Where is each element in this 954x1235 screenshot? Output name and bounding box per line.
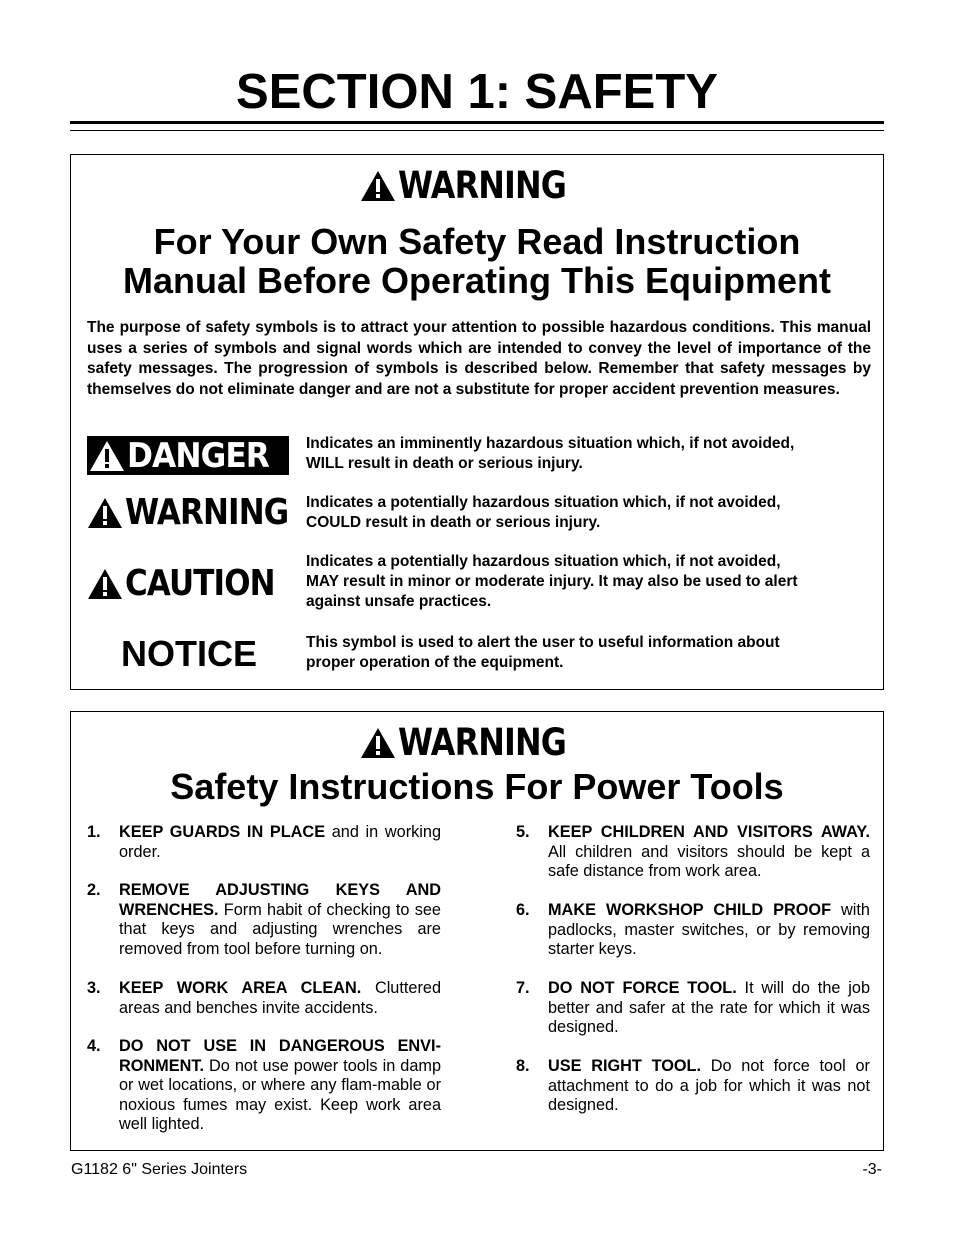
item-text: Cluttered areas and benches invite accidents. — [119, 979, 442, 1017]
notice-word: NOTICE — [120, 633, 257, 674]
box1-intro: The purpose of safety symbols is to attract your attention to possible hazardous conditions. This manual uses a series of symbols and signal words which are intended to convey the level of importance of the safety messages. The progression of symbols is described below. Remember that safety messages by themselves do not eliminate danger and are not a substitute for proper accident prevention measures. — [87, 319, 871, 398]
danger-signal — [87, 436, 289, 475]
danger-word: DANGER — [127, 435, 269, 476]
item-number: 7. — [516, 979, 530, 997]
item-lead: DO NOT FORCE TOOL. — [548, 979, 737, 997]
item-body — [548, 823, 870, 882]
item-number: 2. — [87, 881, 101, 899]
safety-instructions-list — [87, 823, 871, 1143]
footer-model: G1182 6" Series Jointers — [71, 1161, 248, 1178]
warning-level-word: WARNING — [125, 492, 289, 533]
item-text: and in working order. — [119, 823, 441, 861]
caution-word: CAUTION — [125, 563, 275, 604]
caution-description — [306, 552, 876, 612]
item-body — [119, 979, 441, 1018]
caution-desc-line1: Indicates a potentially hazardous situation which, if not avoided, — [306, 553, 781, 570]
item-number: 1. — [87, 823, 101, 841]
item-text: Do not force tool or attachment to do a job for which it was not designed. — [548, 1057, 870, 1115]
notice-desc-line1: This symbol is used to alert the user to useful information about — [306, 634, 780, 651]
warning-triangle-icon — [360, 170, 396, 202]
warning-signal — [360, 721, 593, 764]
item-text: It will do the job better and safer at the rate for which it was designed. — [548, 979, 870, 1037]
box2-heading: Safety Instructions For Power Tools — [170, 766, 784, 807]
item-number: 3. — [87, 979, 101, 997]
box1-heading-line1: For Your Own Safety Read Instruction — [153, 221, 801, 262]
warning-desc-line2: COULD result in death or serious injury. — [306, 514, 601, 531]
title-rule-thin — [70, 130, 884, 131]
footer-page-number: -3- — [862, 1161, 882, 1178]
box1-warning-header — [71, 164, 883, 207]
caution-signal — [87, 563, 299, 604]
item-body — [548, 901, 870, 960]
item-text: Do not use power tools in damp or wet locations, or where any flam-mable or noxious fumes may exist. Keep work area well lighted. — [119, 1056, 441, 1134]
item-lead: USE RIGHT TOOL. — [548, 1057, 702, 1075]
warning-word: WARNING — [398, 164, 567, 207]
warning-triangle-icon — [360, 727, 396, 759]
warning-desc-line1: Indicates a potentially hazardous situation which, if not avoided, — [306, 494, 781, 511]
warning-signal — [360, 164, 593, 207]
item-number: 4. — [87, 1037, 101, 1055]
item-lead: REMOVE ADJUSTING KEYS AND WRENCHES. — [119, 881, 441, 919]
item-body — [119, 823, 441, 862]
item-body — [119, 1037, 441, 1135]
danger-triangle-icon — [89, 440, 125, 472]
warning-triangle-icon — [87, 497, 123, 529]
item-lead: KEEP WORK AREA CLEAN. — [119, 979, 362, 997]
item-lead: MAKE WORKSHOP CHILD PROOF — [548, 901, 832, 919]
caution-desc-line3: against unsafe practices. — [306, 593, 492, 610]
item-lead: KEEP CHILDREN AND VISITORS AWAY. — [548, 823, 870, 841]
warning-word: WARNING — [398, 721, 567, 764]
caution-label — [87, 563, 291, 605]
box1-heading-line2: Manual Before Operating This Equipment — [122, 260, 832, 301]
warning-label — [87, 492, 291, 534]
danger-description — [306, 434, 876, 474]
notice-desc-line2: proper operation of the equipment. — [306, 654, 564, 671]
item-lead: DO NOT USE IN DANGEROUS ENVI-RONMENT. — [119, 1037, 441, 1075]
page-title: SECTION 1: SAFETY — [236, 65, 718, 119]
caution-desc-line2: MAY result in minor or moderate injury. It may also be used to alert — [306, 573, 798, 590]
danger-desc-line2: WILL result in death or serious injury. — [306, 455, 583, 472]
item-body — [119, 881, 441, 959]
power-tools-box — [70, 711, 884, 1151]
title-rule-thick — [70, 121, 884, 124]
item-number: 6. — [516, 901, 530, 919]
item-text: with padlocks, master switches, or by removing starter keys. — [548, 901, 870, 959]
safety-symbols-box — [70, 154, 884, 690]
item-number: 5. — [516, 823, 530, 841]
item-text: All children and visitors should be kept a safe distance from work area. — [548, 842, 870, 881]
box1-heading — [71, 222, 883, 300]
notice-label — [87, 633, 291, 675]
item-body — [548, 1057, 870, 1116]
item-number: 8. — [516, 1057, 530, 1075]
notice-description — [306, 633, 876, 673]
warning-level-signal — [87, 492, 315, 533]
item-lead: KEEP GUARDS IN PLACE — [119, 823, 326, 841]
caution-triangle-icon — [87, 568, 123, 600]
danger-label — [87, 436, 291, 475]
danger-desc-line1: Indicates an imminently hazardous situation which, if not avoided, — [306, 435, 795, 452]
box2-warning-header — [71, 721, 883, 764]
item-body — [548, 979, 870, 1038]
item-text: Form habit of checking to see that keys and adjusting wrenches are removed from tool before turning on. — [119, 900, 441, 958]
warning-description — [306, 493, 876, 533]
